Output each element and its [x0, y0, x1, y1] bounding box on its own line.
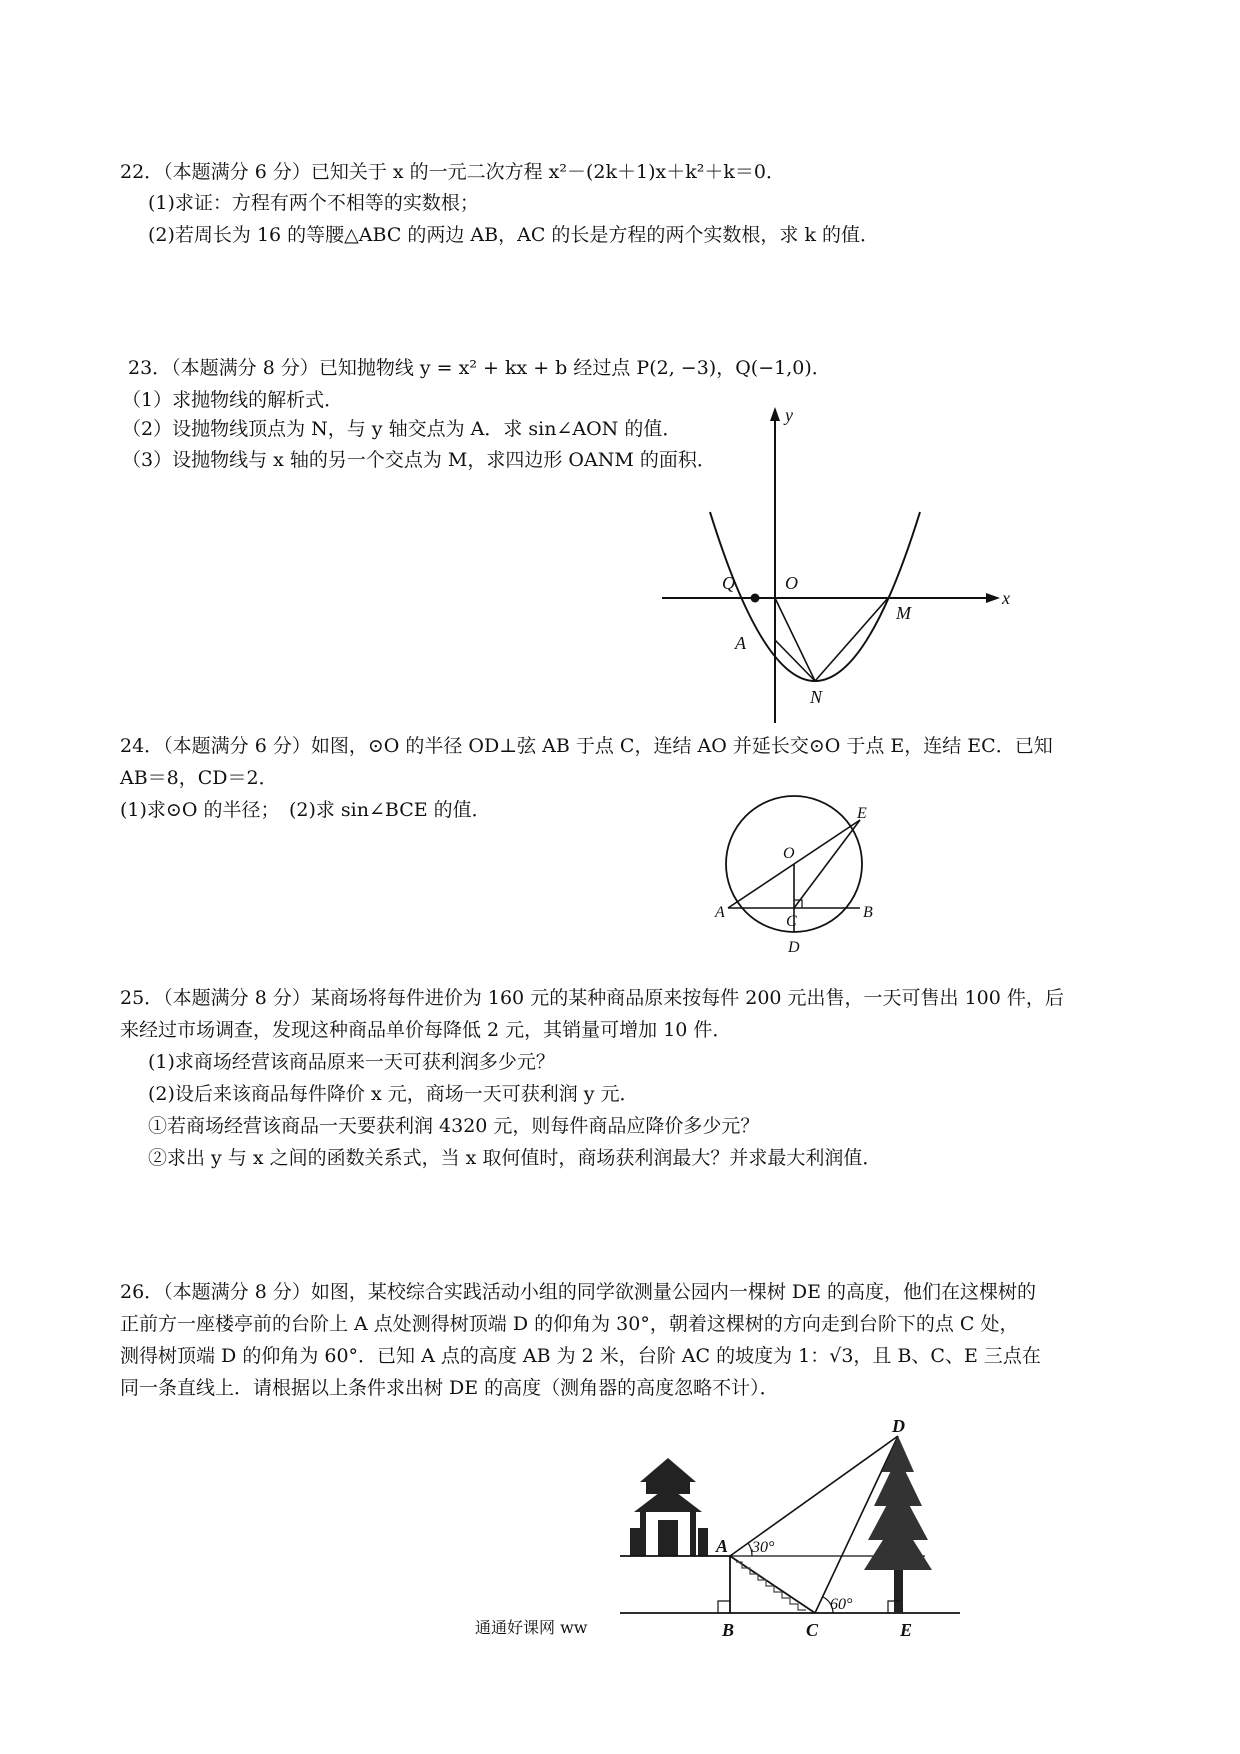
- q25-stem: 25．（本题满分 8 分）某商场将每件进价为 160 元的某种商品原来按每件 200 元出售，一天可售出 100 件，后: [120, 987, 1064, 1009]
- parabola-curve: [710, 512, 920, 681]
- label-e: E: [857, 805, 867, 822]
- q26-line-3: 测得树顶端 D 的仰角为 60°．已知 A 点的高度 AB 为 2 米，台阶 AC 的坡度为 1：√3，且 B、C、E 三点在: [120, 1345, 1041, 1367]
- x-axis-arrow: [986, 593, 1000, 603]
- y-axis-arrow: [770, 407, 780, 421]
- q25-stem-2: 来经过市场调查，发现这种商品单价每降低 2 元，其销量可增加 10 件．: [120, 1019, 732, 1041]
- steps-pattern: [736, 1562, 806, 1610]
- q25-part2-a: ①若商场经营该商品一天要获利润 4320 元，则每件商品应降价多少元？: [148, 1115, 760, 1137]
- label-a: A: [716, 1536, 729, 1556]
- label-q: Q: [722, 573, 735, 593]
- label-angle-30: 30°: [752, 1539, 775, 1556]
- segment-ec: [794, 820, 860, 908]
- right-angle-b: [718, 1601, 730, 1613]
- q24-parts: (1)求⊙O 的半径； (2)求 sin∠BCE 的值．: [120, 799, 491, 821]
- label-n: N: [810, 687, 823, 707]
- label-o: O: [783, 845, 795, 862]
- q26-line-4: 同一条直线上．请根据以上条件求出树 DE 的高度（测角器的高度忽略不计）．: [120, 1377, 779, 1399]
- q23-part3: （3）设抛物线与 x 轴的另一个交点为 M，求四边形 OANM 的面积．: [122, 449, 716, 471]
- slope-ac: [730, 1556, 815, 1613]
- q26-tree-figure: [620, 1416, 970, 1645]
- label-e: E: [900, 1620, 913, 1640]
- q25-part2: (2)设后来该商品每件降价 x 元，商场一天可获利润 y 元．: [148, 1083, 639, 1105]
- label-y: y: [785, 405, 793, 425]
- q24-stem-2: AB＝8，CD＝2．: [120, 767, 278, 789]
- q22-part1: (1)求证：方程有两个不相等的实数根；: [148, 192, 479, 214]
- label-x: x: [1002, 588, 1010, 608]
- tree-icon: [864, 1436, 932, 1613]
- label-a: A: [735, 633, 746, 653]
- label-c: C: [786, 913, 797, 930]
- label-o: O: [785, 573, 798, 593]
- q23-parabola-figure: [650, 405, 1020, 735]
- label-d: D: [892, 1416, 905, 1436]
- label-b: B: [863, 904, 873, 921]
- label-m: M: [896, 603, 911, 623]
- label-a: A: [715, 904, 725, 921]
- label-c: C: [806, 1620, 819, 1640]
- q23-part2: （2）设抛物线顶点为 N，与 y 轴交点为 A．求 sin∠AON 的值．: [122, 418, 682, 440]
- q24-stem: 24．（本题满分 6 分）如图，⊙O 的半径 OD⊥弦 AB 于点 C，连结 AO 并延长交⊙O 于点 E，连结 EC．已知: [120, 735, 1053, 757]
- q26-line-1: 26．（本题满分 8 分）如图，某校综合实践活动小组的同学欲测量公园内一棵树 DE 的高度，他们在这棵树的: [120, 1281, 1037, 1303]
- q22-part2: (2)若周长为 16 的等腰△ABC 的两边 AB，AC 的长是方程的两个实数根，求 k 的值．: [148, 224, 880, 246]
- footer-watermark: 通通好课网 ww: [475, 1618, 588, 1637]
- q24-circle-figure: [715, 780, 875, 960]
- q23-part1: （1）求抛物线的解析式．: [122, 389, 344, 411]
- label-b: B: [722, 1620, 735, 1640]
- pavilion-icon: [630, 1458, 708, 1556]
- label-angle-60: 60°: [830, 1596, 853, 1613]
- q25-part2-b: ②求出 y 与 x 之间的函数关系式，当 x 取何值时，商场获利润最大？并求最大利润值．: [148, 1147, 882, 1169]
- q26-line-2: 正前方一座楼亭前的台阶上 A 点处测得树顶端 D 的仰角为 30°，朝着这棵树的方向走到台阶下的点 C 处，: [120, 1313, 1019, 1335]
- label-d: D: [788, 939, 800, 956]
- q23-stem: 23．（本题满分 8 分）已知抛物线 y = x² + kx + b 经过点 P(2, −3)，Q(−1,0)．: [128, 357, 831, 379]
- q22-stem: 22．（本题满分 6 分）已知关于 x 的一元二次方程 x²－(2k＋1)x＋k²＋k＝0．: [120, 161, 785, 183]
- quadrilateral-oanm: [775, 598, 888, 681]
- point-q: [751, 594, 760, 603]
- q25-part1: (1)求商场经营该商品原来一天可获利润多少元？: [148, 1051, 555, 1073]
